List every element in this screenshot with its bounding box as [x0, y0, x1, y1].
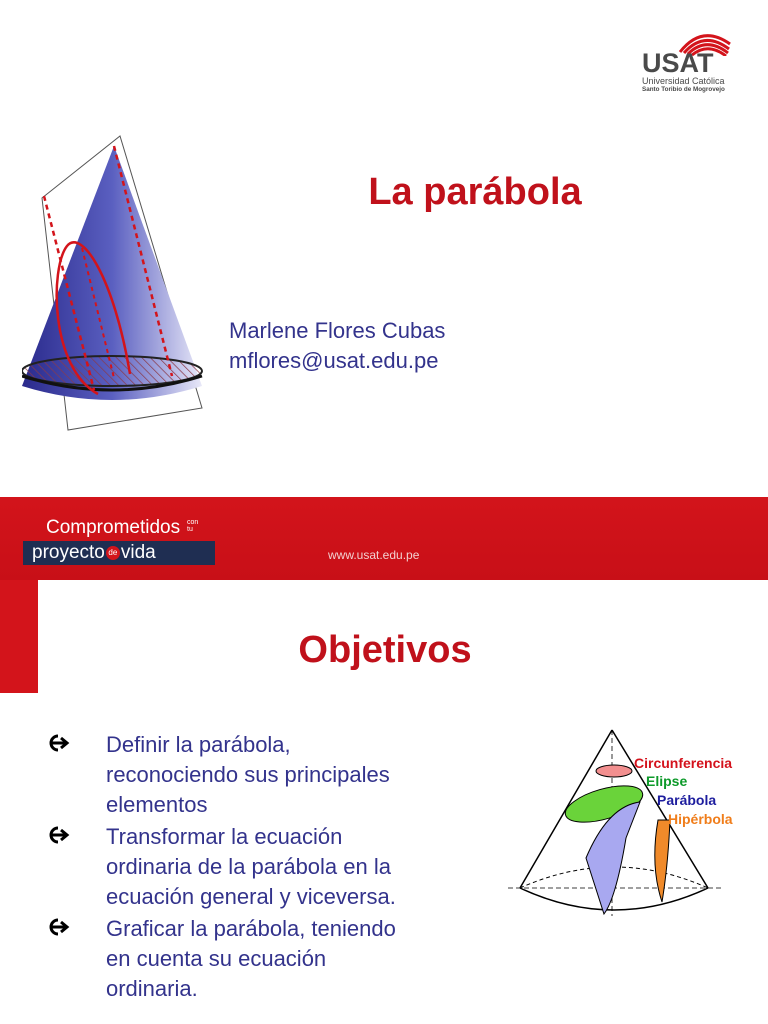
footer-url-link[interactable]: www.usat.edu.pe — [328, 548, 420, 562]
label-parabola: Parábola — [657, 792, 717, 808]
list-item — [48, 914, 468, 1004]
conic-sections-diagram — [508, 726, 748, 922]
bullet-line: en cuenta su ecuación — [106, 946, 327, 971]
bullet-line: ordinaria de la parábola en la — [106, 854, 391, 879]
bullet-line: Graficar la parábola, teniendo — [106, 916, 396, 941]
logo-name: USAT — [642, 48, 714, 78]
author-name: Marlene Flores Cubas — [229, 318, 446, 343]
bullet-line: Transformar la ecuación — [106, 824, 343, 849]
bullet-line: ordinaria. — [106, 976, 198, 1001]
objectives-title: Objetivos — [298, 629, 472, 671]
tagline-part2 — [32, 541, 156, 565]
tagline-de-badge: de — [106, 546, 120, 560]
label-circle: Circunferencia — [634, 755, 733, 771]
arrow-right-circle-icon — [48, 826, 70, 844]
author-email[interactable]: mflores@usat.edu.pe — [229, 348, 439, 373]
bullet-line: ecuación general y viceversa. — [106, 884, 396, 909]
list-item — [48, 730, 468, 820]
tagline-part1: Comprometidos — [46, 517, 181, 538]
usat-logo — [640, 22, 736, 94]
footer-bar — [0, 497, 768, 580]
author-block — [229, 316, 445, 376]
arrow-right-circle-icon — [48, 734, 70, 752]
label-ellipse: Elipse — [646, 773, 688, 789]
logo-line1: Universidad Católica — [642, 76, 725, 86]
tagline-small-tu: tu — [187, 526, 193, 533]
tagline-small — [187, 519, 198, 533]
bullet-line: elementos — [106, 792, 208, 817]
bullet-line: reconociendo sus principales — [106, 762, 390, 787]
red-side-strip — [0, 580, 38, 693]
tagline-small-con: con — [187, 519, 199, 526]
cone-parabola-illustration — [22, 128, 212, 433]
label-hyperbola: Hipérbola — [668, 811, 733, 827]
tagline-proyecto: proyecto — [32, 542, 105, 563]
logo-line2: Santo Toribio de Mogrovejo — [642, 86, 725, 93]
arrow-right-circle-icon — [48, 918, 70, 936]
list-item — [48, 822, 468, 912]
objectives-list — [48, 730, 468, 1006]
bullet-line: Definir la parábola, — [106, 732, 291, 757]
title-slide — [0, 0, 768, 497]
tagline-vida: vida — [120, 542, 156, 563]
slide-title: La parábola — [368, 171, 582, 213]
